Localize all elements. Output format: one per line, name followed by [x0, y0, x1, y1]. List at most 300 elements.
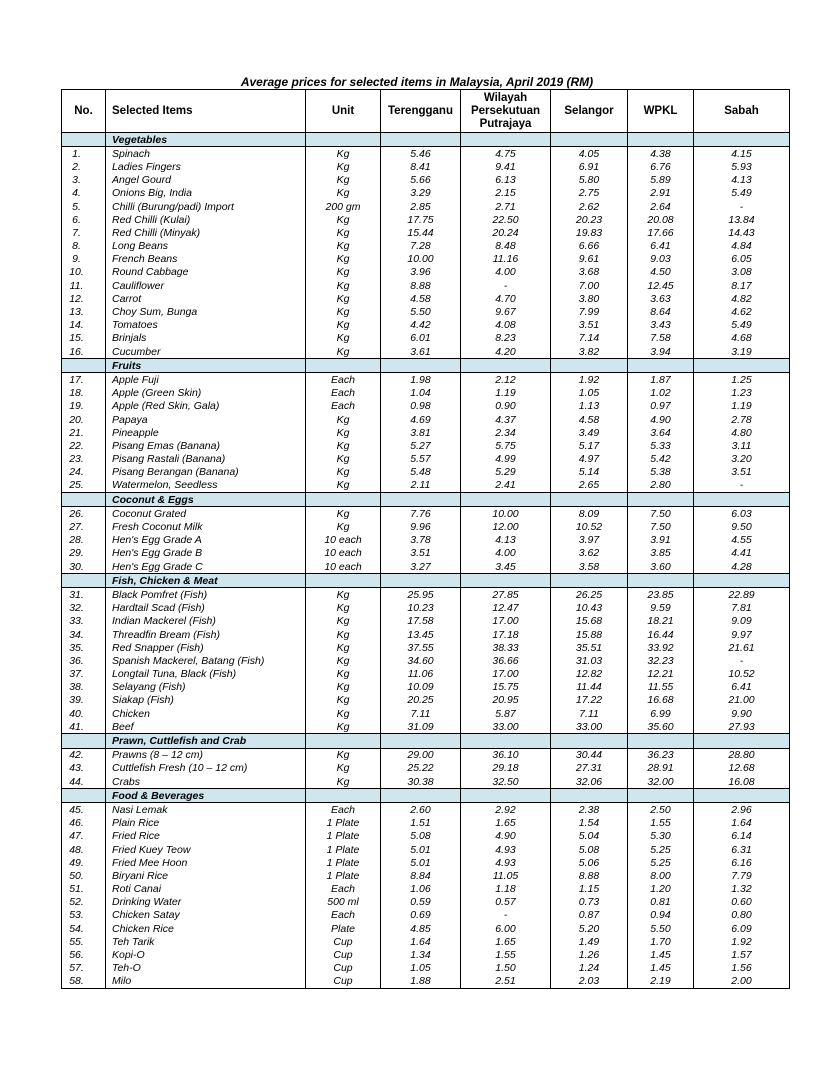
table-row	[62, 948, 790, 961]
table-row	[62, 560, 790, 574]
section-header-row	[62, 789, 790, 803]
price-terengganu: 5.66	[381, 174, 461, 187]
item-name: Biryani Rice	[106, 869, 306, 882]
price-putrajaya: 2.92	[461, 803, 551, 817]
section-header-row	[62, 493, 790, 507]
price-sabah: 4.41	[694, 547, 790, 560]
price-terengganu: 8.41	[381, 160, 461, 173]
price-sabah: 27.93	[694, 720, 790, 734]
price-putrajaya: 4.93	[461, 843, 551, 856]
table-row	[62, 883, 790, 896]
price-wpkl: 0.97	[628, 400, 694, 413]
row-number: 8.	[62, 240, 106, 253]
price-terengganu: 3.51	[381, 547, 461, 560]
price-terengganu: 8.88	[381, 279, 461, 292]
item-unit: Each	[306, 803, 381, 817]
price-sabah: 21.00	[694, 694, 790, 707]
table-row	[62, 856, 790, 869]
row-number: 25.	[62, 479, 106, 493]
price-sabah: 6.05	[694, 253, 790, 266]
table-row	[62, 869, 790, 882]
price-terengganu: 4.58	[381, 292, 461, 305]
price-selangor: 12.82	[551, 668, 628, 681]
header-putrajaya-line1: Wilayah	[483, 91, 528, 104]
price-sabah: 6.16	[694, 856, 790, 869]
price-terengganu: 6.01	[381, 332, 461, 345]
price-wpkl: 6.76	[628, 160, 694, 173]
section-label: Fish, Chicken & Meat	[106, 574, 306, 588]
row-number: 6.	[62, 213, 106, 226]
section-header-cell	[62, 789, 106, 803]
section-header-cell	[461, 133, 551, 147]
item-name: Cucumber	[106, 345, 306, 359]
price-wpkl: 5.50	[628, 922, 694, 935]
table-row	[62, 615, 790, 628]
item-unit: Kg	[306, 775, 381, 789]
table-row	[62, 707, 790, 720]
row-number: 24.	[62, 466, 106, 479]
row-number: 51.	[62, 883, 106, 896]
price-sabah: 3.11	[694, 439, 790, 452]
price-putrajaya: 6.13	[461, 174, 551, 187]
price-wpkl: 0.81	[628, 896, 694, 909]
price-selangor: 3.68	[551, 266, 628, 279]
row-number: 46.	[62, 817, 106, 830]
price-selangor: 3.58	[551, 560, 628, 574]
price-terengganu: 10.00	[381, 253, 461, 266]
price-selangor: 10.52	[551, 520, 628, 533]
price-putrajaya: 20.24	[461, 226, 551, 239]
table-row	[62, 922, 790, 935]
section-header-cell	[551, 574, 628, 588]
price-wpkl: 2.50	[628, 803, 694, 817]
price-wpkl: 18.21	[628, 615, 694, 628]
item-name: Hen's Egg Grade C	[106, 560, 306, 574]
price-wpkl: 4.50	[628, 266, 694, 279]
section-header-cell	[381, 734, 461, 748]
price-wpkl: 35.60	[628, 720, 694, 734]
item-unit: Kg	[306, 253, 381, 266]
price-terengganu: 4.42	[381, 319, 461, 332]
price-sabah: 4.55	[694, 534, 790, 547]
price-sabah: 9.09	[694, 615, 790, 628]
price-sabah: 9.97	[694, 628, 790, 641]
price-wpkl: 6.99	[628, 707, 694, 720]
price-terengganu: 5.48	[381, 466, 461, 479]
item-name: Fried Rice	[106, 830, 306, 843]
row-number: 36.	[62, 654, 106, 667]
item-unit: Kg	[306, 762, 381, 775]
item-unit: Kg	[306, 305, 381, 318]
header-unit: Unit	[306, 90, 381, 133]
row-number: 54.	[62, 922, 106, 935]
price-wpkl: 7.58	[628, 332, 694, 345]
item-name: Siakap (Fish)	[106, 694, 306, 707]
table-row	[62, 817, 790, 830]
document-title: Average prices for selected items in Malaysia, April 2019 (RM)	[240, 75, 594, 89]
row-number: 16.	[62, 345, 106, 359]
price-sabah: 3.19	[694, 345, 790, 359]
row-number: 38.	[62, 681, 106, 694]
row-number: 32.	[62, 602, 106, 615]
row-number: 1.	[62, 147, 106, 161]
price-wpkl: 5.30	[628, 830, 694, 843]
price-wpkl: 20.08	[628, 213, 694, 226]
row-number: 13.	[62, 305, 106, 318]
item-unit: Kg	[306, 160, 381, 173]
table-row	[62, 266, 790, 279]
price-selangor: 1.54	[551, 817, 628, 830]
price-selangor: 33.00	[551, 720, 628, 734]
item-name: Roti Canai	[106, 883, 306, 896]
item-name: Papaya	[106, 413, 306, 426]
price-wpkl: 12.21	[628, 668, 694, 681]
price-selangor: 10.43	[551, 602, 628, 615]
price-selangor: 7.99	[551, 305, 628, 318]
item-unit: Kg	[306, 707, 381, 720]
row-number: 44.	[62, 775, 106, 789]
price-selangor: 27.31	[551, 762, 628, 775]
price-sabah: 6.41	[694, 681, 790, 694]
price-selangor: 9.61	[551, 253, 628, 266]
item-unit: Kg	[306, 439, 381, 452]
price-putrajaya: 4.99	[461, 453, 551, 466]
section-header-cell	[306, 359, 381, 373]
price-sabah: 4.80	[694, 426, 790, 439]
item-name: Hen's Egg Grade B	[106, 547, 306, 560]
price-terengganu: 5.08	[381, 830, 461, 843]
price-putrajaya: 36.66	[461, 654, 551, 667]
table-row	[62, 641, 790, 654]
price-sabah: 6.03	[694, 507, 790, 521]
price-wpkl: 1.20	[628, 883, 694, 896]
item-name: Red Chilli (Kulai)	[106, 213, 306, 226]
price-sabah: 1.32	[694, 883, 790, 896]
item-name: Pineapple	[106, 426, 306, 439]
price-terengganu: 1.51	[381, 817, 461, 830]
price-sabah: -	[694, 200, 790, 213]
item-unit: 1 Plate	[306, 843, 381, 856]
section-header-row	[62, 574, 790, 588]
row-number: 58.	[62, 975, 106, 989]
price-sabah: 0.60	[694, 896, 790, 909]
section-header-cell	[461, 493, 551, 507]
section-header-cell	[461, 574, 551, 588]
price-selangor: 2.75	[551, 187, 628, 200]
price-sabah: 4.15	[694, 147, 790, 161]
price-putrajaya: 33.00	[461, 720, 551, 734]
table-row	[62, 534, 790, 547]
price-selangor: 3.51	[551, 319, 628, 332]
item-unit: Kg	[306, 654, 381, 667]
price-putrajaya: 38.33	[461, 641, 551, 654]
item-name: Fried Mee Hoon	[106, 856, 306, 869]
price-selangor: 5.80	[551, 174, 628, 187]
price-putrajaya: 9.67	[461, 305, 551, 318]
table-row	[62, 775, 790, 789]
row-number: 22.	[62, 439, 106, 452]
section-header-cell	[381, 493, 461, 507]
price-sabah: 7.81	[694, 602, 790, 615]
price-selangor: 3.49	[551, 426, 628, 439]
table-row	[62, 345, 790, 359]
price-putrajaya: 4.75	[461, 147, 551, 161]
price-putrajaya: 36.10	[461, 748, 551, 762]
price-putrajaya: 1.65	[461, 935, 551, 948]
price-selangor: 5.04	[551, 830, 628, 843]
section-header-cell	[694, 734, 790, 748]
price-putrajaya: 1.18	[461, 883, 551, 896]
item-name: Watermelon, Seedless	[106, 479, 306, 493]
price-wpkl: 6.41	[628, 240, 694, 253]
table-row	[62, 400, 790, 413]
row-number: 18.	[62, 387, 106, 400]
section-header-cell	[694, 493, 790, 507]
header-wpkl: WPKL	[628, 90, 694, 133]
price-sabah: 6.09	[694, 922, 790, 935]
price-sabah: 4.62	[694, 305, 790, 318]
price-putrajaya: 11.16	[461, 253, 551, 266]
item-name: Indian Mackerel (Fish)	[106, 615, 306, 628]
row-number: 47.	[62, 830, 106, 843]
section-header-cell	[628, 734, 694, 748]
price-terengganu: 1.64	[381, 935, 461, 948]
price-selangor: 4.58	[551, 413, 628, 426]
section-label: Coconut & Eggs	[106, 493, 306, 507]
price-selangor: 4.97	[551, 453, 628, 466]
table-row	[62, 439, 790, 452]
price-terengganu: 0.98	[381, 400, 461, 413]
price-sabah: 9.50	[694, 520, 790, 533]
table-row	[62, 387, 790, 400]
section-header-cell	[628, 359, 694, 373]
section-header-cell	[62, 359, 106, 373]
price-selangor: 35.51	[551, 641, 628, 654]
table-row	[62, 962, 790, 975]
section-header-cell	[694, 574, 790, 588]
price-putrajaya: 4.00	[461, 266, 551, 279]
price-sabah: 0.80	[694, 909, 790, 922]
item-unit: Kg	[306, 681, 381, 694]
price-wpkl: 7.50	[628, 507, 694, 521]
section-header-cell	[461, 734, 551, 748]
price-terengganu: 5.57	[381, 453, 461, 466]
item-unit: 10 each	[306, 547, 381, 560]
section-header-cell	[628, 133, 694, 147]
price-putrajaya: 5.75	[461, 439, 551, 452]
price-terengganu: 25.95	[381, 588, 461, 602]
price-sabah: 3.08	[694, 266, 790, 279]
item-name: Pisang Rastali (Banana)	[106, 453, 306, 466]
table-row	[62, 628, 790, 641]
row-number: 26.	[62, 507, 106, 521]
price-putrajaya: 1.65	[461, 817, 551, 830]
item-name: Pisang Emas (Banana)	[106, 439, 306, 452]
item-unit: Cup	[306, 935, 381, 948]
price-sabah: -	[694, 479, 790, 493]
price-terengganu: 1.05	[381, 962, 461, 975]
section-header-cell	[306, 574, 381, 588]
price-sabah: 1.57	[694, 948, 790, 961]
item-unit: Each	[306, 387, 381, 400]
price-putrajaya: 17.00	[461, 615, 551, 628]
table-row	[62, 748, 790, 762]
item-unit: Cup	[306, 962, 381, 975]
item-unit: Kg	[306, 413, 381, 426]
price-selangor: 7.14	[551, 332, 628, 345]
price-selangor: 15.88	[551, 628, 628, 641]
item-name: Nasi Lemak	[106, 803, 306, 817]
price-selangor: 1.15	[551, 883, 628, 896]
item-name: Longtail Tuna, Black (Fish)	[106, 668, 306, 681]
price-wpkl: 8.64	[628, 305, 694, 318]
row-number: 53.	[62, 909, 106, 922]
price-putrajaya: -	[461, 909, 551, 922]
price-sabah: 9.90	[694, 707, 790, 720]
price-sabah: 1.64	[694, 817, 790, 830]
price-sabah: 1.25	[694, 373, 790, 387]
price-sabah: -	[694, 654, 790, 667]
price-putrajaya: 4.13	[461, 534, 551, 547]
table-row	[62, 466, 790, 479]
item-unit: 1 Plate	[306, 856, 381, 869]
price-wpkl: 36.23	[628, 748, 694, 762]
price-wpkl: 28.91	[628, 762, 694, 775]
price-sabah: 21.61	[694, 641, 790, 654]
table-row	[62, 279, 790, 292]
price-putrajaya: 1.50	[461, 962, 551, 975]
table-row	[62, 843, 790, 856]
price-sabah: 1.23	[694, 387, 790, 400]
section-header-cell	[306, 789, 381, 803]
price-putrajaya: 0.57	[461, 896, 551, 909]
item-name: Threadfin Bream (Fish)	[106, 628, 306, 641]
price-terengganu: 5.27	[381, 439, 461, 452]
table-row	[62, 200, 790, 213]
table-row	[62, 668, 790, 681]
item-unit: Cup	[306, 948, 381, 961]
item-name: Hen's Egg Grade A	[106, 534, 306, 547]
item-name: Drinking Water	[106, 896, 306, 909]
section-header-cell	[551, 493, 628, 507]
row-number: 27.	[62, 520, 106, 533]
price-putrajaya: 12.00	[461, 520, 551, 533]
price-putrajaya: 5.87	[461, 707, 551, 720]
price-terengganu: 0.69	[381, 909, 461, 922]
price-putrajaya: 11.05	[461, 869, 551, 882]
price-selangor: 4.05	[551, 147, 628, 161]
item-name: French Beans	[106, 253, 306, 266]
row-number: 28.	[62, 534, 106, 547]
item-unit: 1 Plate	[306, 869, 381, 882]
price-wpkl: 1.45	[628, 948, 694, 961]
price-sabah: 1.56	[694, 962, 790, 975]
price-terengganu: 4.85	[381, 922, 461, 935]
price-putrajaya: 17.18	[461, 628, 551, 641]
price-sabah: 14.43	[694, 226, 790, 239]
item-name: Black Pomfret (Fish)	[106, 588, 306, 602]
price-terengganu: 2.11	[381, 479, 461, 493]
price-selangor: 17.22	[551, 694, 628, 707]
price-terengganu: 10.23	[381, 602, 461, 615]
row-number: 45.	[62, 803, 106, 817]
price-wpkl: 5.89	[628, 174, 694, 187]
price-selangor: 26.25	[551, 588, 628, 602]
price-wpkl: 0.94	[628, 909, 694, 922]
price-putrajaya: 4.37	[461, 413, 551, 426]
price-selangor: 1.26	[551, 948, 628, 961]
row-number: 35.	[62, 641, 106, 654]
price-sabah: 4.13	[694, 174, 790, 187]
price-sabah: 3.51	[694, 466, 790, 479]
price-putrajaya: 6.00	[461, 922, 551, 935]
item-name: Chicken Satay	[106, 909, 306, 922]
price-terengganu: 25.22	[381, 762, 461, 775]
price-terengganu: 37.55	[381, 641, 461, 654]
row-number: 23.	[62, 453, 106, 466]
header-putrajaya-line3: Putrajaya	[479, 117, 532, 130]
item-unit: Kg	[306, 520, 381, 533]
price-sabah: 2.96	[694, 803, 790, 817]
section-header-cell	[62, 133, 106, 147]
table-row	[62, 479, 790, 493]
item-unit: Each	[306, 883, 381, 896]
item-unit: Kg	[306, 694, 381, 707]
price-putrajaya: 8.23	[461, 332, 551, 345]
item-name: Pisang Berangan (Banana)	[106, 466, 306, 479]
row-number: 33.	[62, 615, 106, 628]
price-sabah: 4.84	[694, 240, 790, 253]
item-unit: Kg	[306, 748, 381, 762]
price-putrajaya: 2.51	[461, 975, 551, 989]
price-selangor: 5.08	[551, 843, 628, 856]
price-terengganu: 1.98	[381, 373, 461, 387]
section-header-cell	[381, 133, 461, 147]
section-header-cell	[381, 789, 461, 803]
price-terengganu: 3.61	[381, 345, 461, 359]
price-terengganu: 7.28	[381, 240, 461, 253]
price-selangor: 15.68	[551, 615, 628, 628]
price-wpkl: 16.68	[628, 694, 694, 707]
item-name: Beef	[106, 720, 306, 734]
section-header-row	[62, 734, 790, 748]
item-name: Red Chilli (Minyak)	[106, 226, 306, 239]
section-header-cell	[306, 734, 381, 748]
item-name: Chicken Rice	[106, 922, 306, 935]
price-wpkl: 3.85	[628, 547, 694, 560]
item-unit: 1 Plate	[306, 830, 381, 843]
price-terengganu: 5.50	[381, 305, 461, 318]
price-selangor: 7.00	[551, 279, 628, 292]
price-putrajaya: 20.95	[461, 694, 551, 707]
item-name: Tomatoes	[106, 319, 306, 332]
item-name: Carrot	[106, 292, 306, 305]
price-terengganu: 13.45	[381, 628, 461, 641]
item-unit: Kg	[306, 226, 381, 239]
price-sabah: 12.68	[694, 762, 790, 775]
row-number: 48.	[62, 843, 106, 856]
price-selangor: 3.82	[551, 345, 628, 359]
table-row	[62, 896, 790, 909]
price-wpkl: 16.44	[628, 628, 694, 641]
price-wpkl: 1.87	[628, 373, 694, 387]
price-wpkl: 23.85	[628, 588, 694, 602]
price-sabah: 1.19	[694, 400, 790, 413]
price-sabah: 28.80	[694, 748, 790, 762]
item-unit: Kg	[306, 720, 381, 734]
price-terengganu: 2.85	[381, 200, 461, 213]
price-sabah: 2.00	[694, 975, 790, 989]
